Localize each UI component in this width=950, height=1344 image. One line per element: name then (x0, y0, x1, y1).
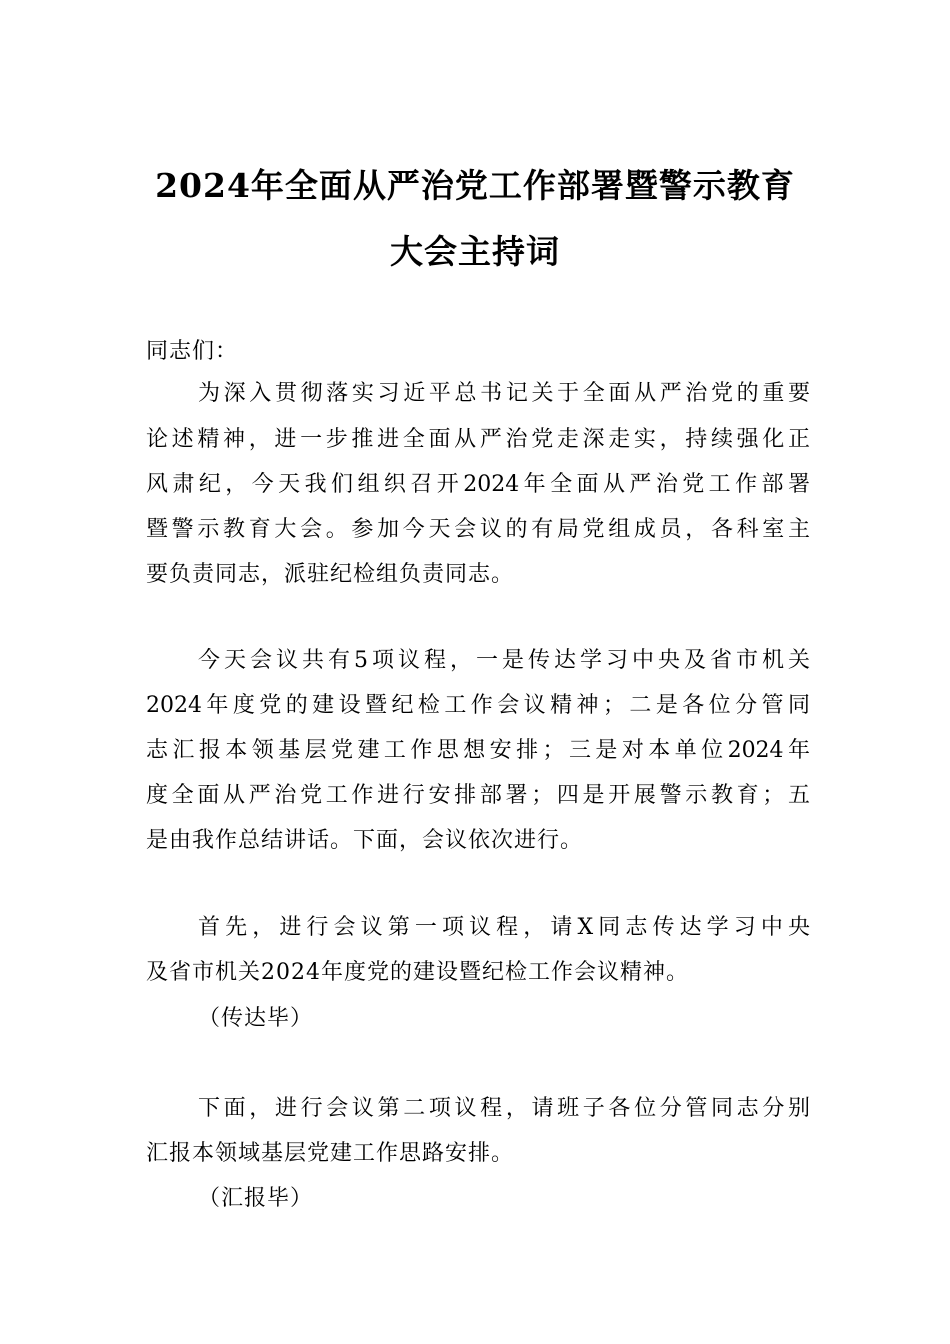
paragraph-2-line-4: 度全面从严治党工作进行安排部署；四是开展警示教育；五 (146, 783, 810, 808)
paragraph-2-line-1: 今天会议共有5项议程，一是传达学习中央及省市机关 (198, 648, 810, 673)
paragraph-1-line-2: 论述精神，进一步推进全面从严治党走深走实，持续强化正 (146, 427, 810, 452)
paragraph-3-line-2: 及省市机关2024年度党的建设暨纪检工作会议精神。 (146, 960, 689, 985)
paragraph-2-line-2: 2024年度党的建设暨纪检工作会议精神；二是各位分管同 (146, 693, 810, 718)
document-title-line-2: 大会主持词 (390, 232, 560, 271)
document-title-line-1: 2024年全面从严治党工作部署暨警示教育 (155, 166, 795, 205)
paragraph-4-note: （汇报毕） (198, 1186, 314, 1211)
salutation: 同志们： (146, 339, 239, 364)
paragraph-2-line-3: 志汇报本领基层党建工作思想安排；三是对本单位2024年 (146, 738, 810, 763)
paragraph-1-line-5: 要负责同志，派驻纪检组负责同志。 (146, 562, 515, 587)
paragraph-4-line-1: 下面，进行会议第二项议程，请班子各位分管同志分别 (198, 1096, 810, 1121)
paragraph-2-line-5: 是由我作总结讲话。下面，会议依次进行。 (146, 828, 584, 853)
paragraph-3-line-1: 首先，进行会议第一项议程，请X同志传达学习中央 (198, 915, 810, 940)
paragraph-4-line-2: 汇报本领域基层党建工作思路安排。 (146, 1141, 515, 1166)
paragraph-1-line-4: 暨警示教育大会。参加今天会议的有局党组成员，各科室主 (146, 517, 810, 542)
paragraph-1-line-3: 风肃纪，今天我们组织召开2024年全面从严治党工作部署 (146, 472, 810, 497)
paragraph-1-line-1: 为深入贯彻落实习近平总书记关于全面从严治党的重要 (198, 381, 810, 406)
paragraph-3-note: （传达毕） (198, 1006, 314, 1031)
